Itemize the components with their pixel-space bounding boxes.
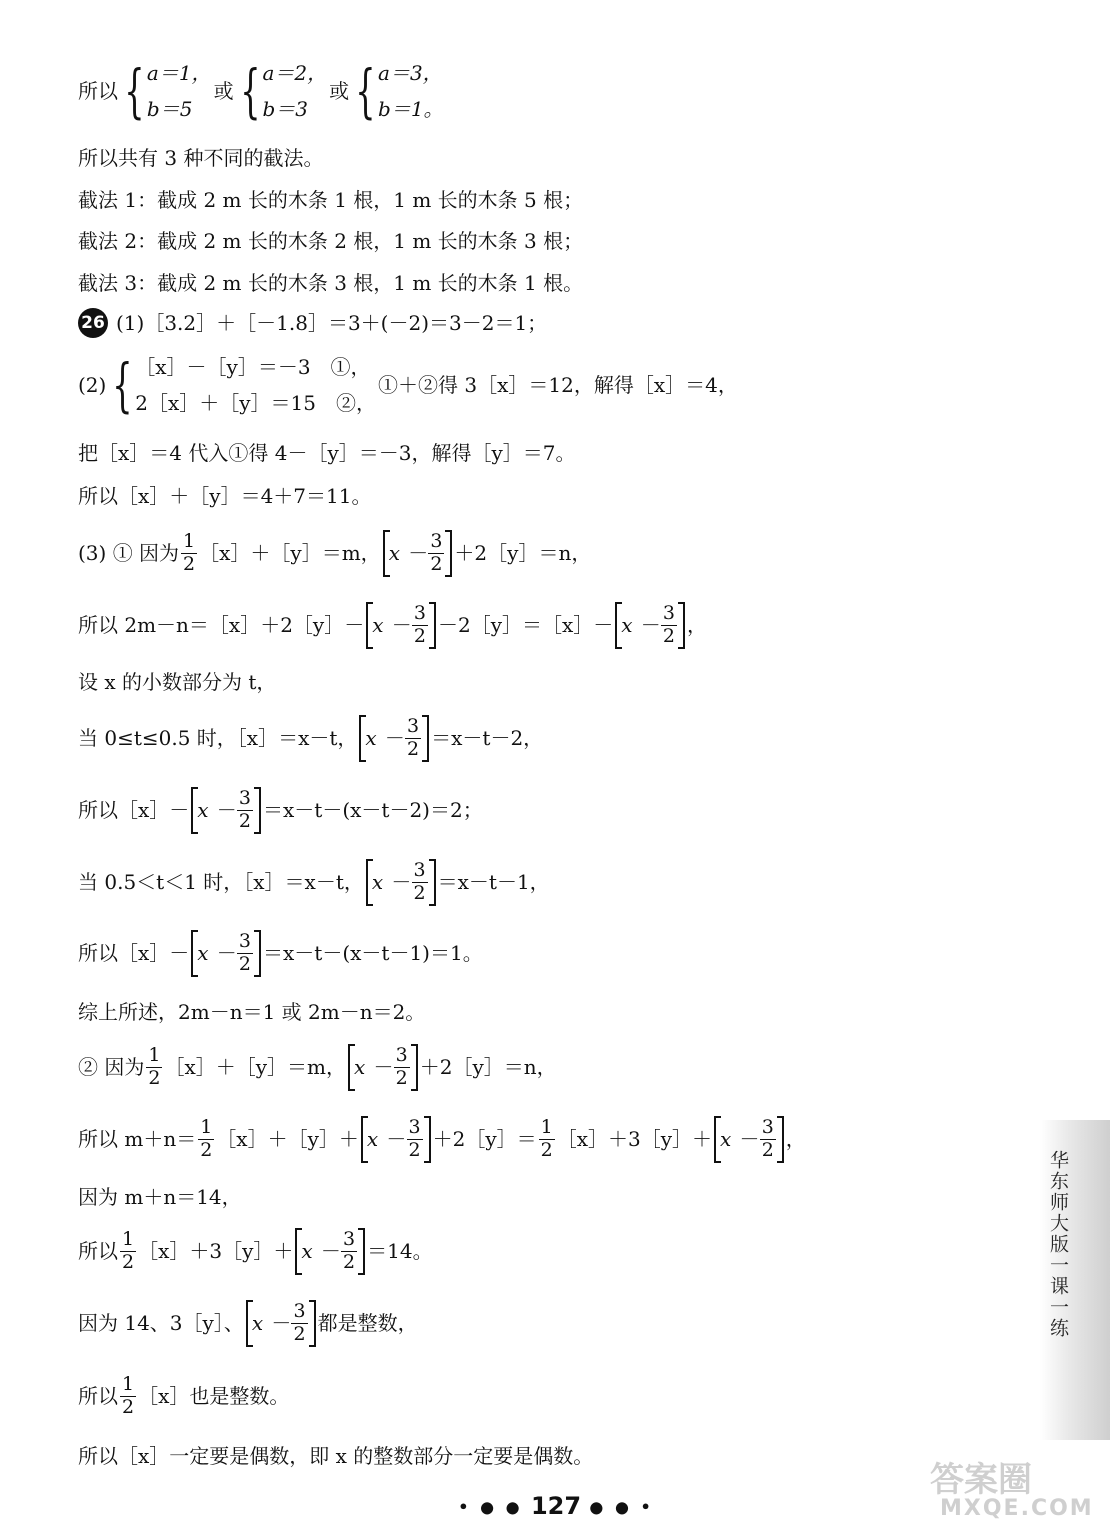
case-2-a: a＝2， [262, 61, 328, 85]
question-26-part-2 [78, 351, 738, 419]
floor-bracket-expression: x － $\frac{3}{2}$ [246, 1300, 316, 1347]
floor-bracket-expression: x － $\frac{3}{2}$ [361, 1116, 431, 1163]
equation-system: { ［x］－［y］＝－3 ①， 2［x］＋［y］＝15 ②， [112, 351, 377, 419]
floor-bracket-expression: x － $\frac{3}{2}$ [366, 859, 436, 906]
text-line-method-1: 截法 1：截成 2 m 长的木条 1 根，1 m 长的木条 5 根； [78, 188, 584, 212]
text-line-summary: 综上所述，2m－n＝1 或 2m－n＝2。 [78, 1000, 426, 1024]
floor-bracket-expression: x － $\frac{3}{2}$ [191, 930, 261, 977]
part-3-premise: (3) ① 因为 $\frac{1}{2}$ ［x］＋［y］＝m， x － $\frac{3}{2}$ ＋2［y］＝n， [78, 530, 592, 575]
floor-bracket-expression: x － $\frac{3}{2}$ [383, 530, 453, 577]
or-label-2: 或 [329, 79, 350, 103]
fraction-half: $\frac{1}{2}$ [540, 1116, 553, 1161]
floor-bracket-expression: x － $\frac{3}{2}$ [295, 1228, 365, 1275]
part-2-label: (2) [78, 373, 107, 397]
case-2-result: 所以［x］－ x － $\frac{3}{2}$ ＝x－t－(x－t－1)＝1。 [78, 930, 483, 975]
question-26-part-1 [78, 308, 547, 338]
text-line-decimal-part: 设 x 的小数部分为 t， [78, 670, 277, 694]
text-line-conclusion: 所以［x］一定要是偶数，即 x 的整数部分一定要是偶数。 [78, 1444, 594, 1468]
watermark-logo: 答案圈 [930, 1460, 1032, 1500]
text-line-given-sum: 因为 m＋n＝14， [78, 1185, 242, 1209]
case-1-b: b＝5 [146, 97, 193, 121]
case-2-condition: 当 0.5＜t＜1 时，［x］＝x－t， x － $\frac{3}{2}$ ＝x－t－1， [78, 859, 550, 904]
fraction-half: $\frac{1}{2}$ [183, 530, 196, 575]
case-3-b: b＝1。 [378, 97, 444, 121]
question-number-badge: 26 [78, 308, 108, 338]
page-number: 127 [530, 1492, 582, 1520]
footer-dots-left: • ● ● [458, 1497, 523, 1517]
cases-line [78, 57, 446, 125]
part-3-2-derivation: 所以 m＋n＝ $\frac{1}{2}$ ［x］＋［y］＋ x － $\frac{3}{2}$ ＋2［y］＝ $\frac{1}{2}$ ［x］＋3［y］＋ x － $\frac{3}{2}$ ， [78, 1116, 806, 1161]
case-1-result: 所以［x］－ x － $\frac{3}{2}$ ＝x－t－(x－t－2)＝2； [78, 787, 483, 832]
part-3-2-integers: 因为 14、3［y］、 x － $\frac{3}{2}$ 都是整数， [78, 1300, 418, 1345]
case-1-condition: 当 0≤t≤0.5 时，［x］＝x－t， x － $\frac{3}{2}$ ＝x－t－2， [78, 715, 544, 760]
floor-bracket-expression: x － $\frac{3}{2}$ [191, 787, 261, 834]
fraction-half: $\frac{1}{2}$ [148, 1044, 161, 1089]
text-line-count: 所以共有 3 种不同的截法。 [78, 146, 324, 170]
case-1-a: a＝1， [146, 61, 212, 85]
side-tab-label: 华东师大版一课一练 [1047, 1150, 1069, 1339]
equation-1: ［x］－［y］＝－3 ①， [135, 355, 371, 379]
case-system-1: { a＝1， b＝5 [124, 57, 212, 125]
part-2-solution: ①＋②得 3［x］＝12，解得［x］＝4， [378, 373, 738, 397]
fraction-half: $\frac{1}{2}$ [122, 1373, 135, 1418]
footer-dots-right: ● ● • [589, 1497, 654, 1517]
floor-bracket-expression: x － $\frac{3}{2}$ [615, 602, 685, 649]
fraction-half: $\frac{1}{2}$ [122, 1228, 135, 1273]
case-2-b: b＝3 [262, 97, 308, 121]
equation-2: 2［x］＋［y］＝15 ②， [135, 391, 377, 415]
floor-bracket-expression: x － $\frac{3}{2}$ [714, 1116, 784, 1163]
part-3-2-equation: 所以 $\frac{1}{2}$ ［x］＋3［y］＋ x － $\frac{3}{2}$ ＝14。 [78, 1228, 433, 1273]
text-line-method-3: 截法 3：截成 2 m 长的木条 3 根，1 m 长的木条 1 根。 [78, 271, 584, 295]
text-line-sum: 所以［x］＋［y］＝4＋7＝11。 [78, 484, 372, 508]
case-system-3: { a＝3， b＝1。 [355, 57, 444, 125]
part-3-derivation: 所以 2m－n＝［x］＋2［y］－ x － $\frac{3}{2}$ －2［y］＝［x］－ x － $\frac{3}{2}$ ， [78, 602, 708, 647]
fraction-half: $\frac{1}{2}$ [200, 1116, 213, 1161]
floor-bracket-expression: x － $\frac{3}{2}$ [348, 1044, 418, 1091]
part-3-2-premise: ② 因为 $\frac{1}{2}$ ［x］＋［y］＝m， x － $\frac{3}{2}$ ＋2［y］＝n， [78, 1044, 557, 1089]
cases-prefix: 所以 [78, 79, 118, 103]
watermark-url: MXQE.COM [940, 1496, 1094, 1521]
part-3-2-half-integer: 所以 $\frac{1}{2}$ ［x］也是整数。 [78, 1373, 290, 1418]
or-label-1: 或 [213, 79, 234, 103]
text-line-substitute: 把［x］＝4 代入①得 4－［y］＝－3，解得［y］＝7。 [78, 441, 576, 465]
floor-bracket-expression: x － $\frac{3}{2}$ [366, 602, 436, 649]
floor-bracket-expression: x － $\frac{3}{2}$ [359, 715, 429, 762]
text-line-method-2: 截法 2：截成 2 m 长的木条 2 根，1 m 长的木条 3 根； [78, 229, 584, 253]
page-number-footer [0, 1492, 1112, 1520]
case-3-a: a＝3， [378, 61, 443, 85]
case-system-2: { a＝2， b＝3 [239, 57, 328, 125]
part-1-text: (1)［3.2］＋［－1.8］＝3＋(－2)＝3－2＝1； [116, 311, 548, 335]
